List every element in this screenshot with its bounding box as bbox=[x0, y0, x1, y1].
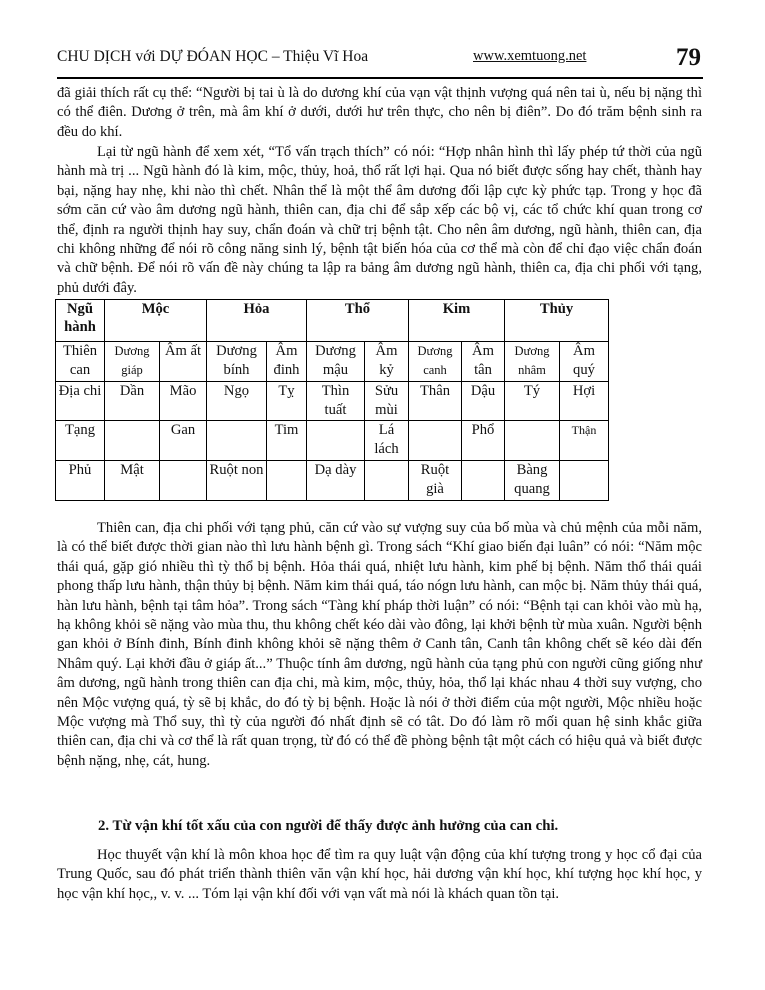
table-cell: Ruột già bbox=[409, 461, 462, 501]
paragraph-1: đã giải thích rất cụ thể: “Người bị tai ù là do dương khí của vạn vật thịnh vượng quá nên tai ù, nếu bị nặng thì có thể điên. Dương ở trên, mà âm khí ở dưới, dưới hư trên thực, cho nên bị điên”. Do đó trăm bệnh sinh ra đều do khí. bbox=[57, 85, 702, 140]
table-cell: Dạ dày bbox=[307, 461, 365, 501]
table-cell: Dậu bbox=[462, 382, 505, 421]
table-cell: Thìn tuất bbox=[307, 382, 365, 421]
element-header-kim: Kim bbox=[409, 300, 505, 342]
paragraph-3: Thiên can, địa chi phối với tạng phủ, căn cứ vào sự vượng suy của bố mùa và chủ mệnh của mỗi năm, là có thể biết được thời gian nào thì lưu hành bệnh gì. Trong sách “Khí giao biến đại luân” có nói: “Năm mộc thái quá, gặp gió nhiều thì tỳ thổ bị bệnh. Hỏa thái quá, nhiệt lưu hành, kim phế bị bệnh. Năm thổ thái quái phong thấp lưu hành, thận thủy bị bệnh. Năm kim thái quá, táo nógn lưu hành, can mộc bị. Năm thủy thái quá, hàn lưu hành, bệnh tại tâm hỏa”. Trong sách “Tàng khí pháp thời luận” có nói: “Bệnh tại can khỏi vào mù hạ, hạ không khỏi sẽ nặng vào mùa thu, thu không chết kéo dài vào đông, lại khởi bệnh từ mùa xuân. Người bệnh gan khỏi ở Bính đinh, Bính đinh không khỏi sẽ nặng thêm ở Canh tân, Canh tân không chết sẽ kéo dài đến Nhâm quý. Lại khởi đầu ở giáp ất...” Thuộc tính âm dương, ngũ hành của tạng phủ con người cũng giống như âm dương, ngũ hành trong thiên can địa chi, mà kim, mộc, thủy, hỏa, thổ lại khác nhau 4 thời suy vượng, cho nên Mộc vượng quá, tỳ sẽ bị khắc, do đó tỳ bị bệnh. Hoặc là nói ở thời điểm của một người, Mộc nhiều hoặc Mộc vượng mà Thổ suy, thì tỳ của người đó nhất định sẽ có tât. Do đó làm rõ mối quan hệ sinh khắc giữa thiên can, địa chi và cơ thể là rất quan trọng, từ đó có thể đề phòng bệnh tật một cách có hiệu quả và biết được bệnh nặng, nhẹ, cát, hung. bbox=[57, 520, 702, 769]
table-cell: Mật bbox=[105, 461, 160, 501]
table-cell bbox=[505, 421, 560, 461]
website-link[interactable]: www.xemtuong.net bbox=[473, 48, 587, 64]
table-cell: Tim bbox=[267, 421, 307, 461]
table-cell: Âm ất bbox=[160, 342, 207, 382]
table-cell bbox=[105, 421, 160, 461]
element-header-moc: Mộc bbox=[105, 300, 207, 342]
row-label: Tạng bbox=[56, 421, 105, 461]
table-cell: Hợi bbox=[560, 382, 609, 421]
header-rule bbox=[57, 77, 703, 79]
table-cell bbox=[267, 461, 307, 501]
table-cell bbox=[160, 461, 207, 501]
table-header-row bbox=[56, 300, 609, 342]
page-header bbox=[57, 44, 703, 76]
table-cell: Tý bbox=[505, 382, 560, 421]
table-cell: Âm quý bbox=[560, 342, 609, 382]
table-row bbox=[56, 421, 609, 461]
table-cell: Ruột non bbox=[207, 461, 267, 501]
table-corner-cell: Ngũ hành bbox=[56, 300, 105, 342]
table-cell: Ngọ bbox=[207, 382, 267, 421]
table-cell: Dương bính bbox=[207, 342, 267, 382]
element-header-hoa: Hỏa bbox=[207, 300, 307, 342]
book-title: CHU DỊCH với DỰ ĐÓAN HỌC – Thiệu Vĩ Hoa bbox=[57, 48, 369, 65]
paragraph-4: Học thuyết vận khí là môn khoa học để tìm ra quy luật vận động của khí tượng trong y học cổ đại của Trung Quốc, sau đó phát triển thành thiên văn vận khí học, hải dương vận khí học, khí tượng học khí học, y học vận khí học,, v. v. ... Tóm lại vận khí đối với vạn vất mà nói là khách quan tồn tại. bbox=[57, 847, 702, 902]
table-cell: Dương canh bbox=[409, 342, 462, 382]
table-cell: Gan bbox=[160, 421, 207, 461]
paragraph-2: Lại từ ngũ hành để xem xét, “Tổ vấn trạch thích” có nói: “Hợp nhân hình thì lấy phép tứ thời của ngũ hành mà trị ... Ngũ hành đó là kim, mộc, thủy, hoả, thổ rất lợi hại. Qua nó biết được sống hay chết, thành hay bại, nặng hay nhẹ, khi nào thì chết. Nhân thể là một thể âm dương đối lập cực kỳ phức tạp. Trong y học đã sớm căn cứ vào âm dương ngũ hành, thiên can, địa chi để sắp xếp các bộ vị, các tổ chức khí quan trong cơ thể, định ra người thịnh hay suy, chẩn đoán và chữ trị bệnh tật. Cho nên âm dương, ngũ hành, thiên can, địa chi không những để nói rõ công năng sinh lý, bệnh tật biến hóa của cơ thể mà còn để chỉ đạo việc chẩn đoán và chữ bệnh. Để nói rõ vấn đề này chúng ta lập ra bảng âm dương ngũ hành, thiên ca, địa chi phối với tạng, phủ dưới đây. bbox=[57, 144, 702, 296]
table-cell: Âm tân bbox=[462, 342, 505, 382]
section-heading: 2. Từ vận khí tốt xấu của con người để thấy được ảnh hưởng của can chi. bbox=[98, 818, 559, 834]
table-cell: Dương giáp bbox=[105, 342, 160, 382]
table-cell: Bàng quang bbox=[505, 461, 560, 501]
table-row bbox=[56, 382, 609, 421]
table-cell bbox=[365, 461, 409, 501]
table-cell bbox=[207, 421, 267, 461]
table-cell: Dương mậu bbox=[307, 342, 365, 382]
table-cell: Tỵ bbox=[267, 382, 307, 421]
table-row bbox=[56, 461, 609, 501]
table-cell: Dương nhâm bbox=[505, 342, 560, 382]
table-cell bbox=[307, 421, 365, 461]
table-cell: Thân bbox=[409, 382, 462, 421]
element-header-tho: Thổ bbox=[307, 300, 409, 342]
table-row bbox=[56, 342, 609, 382]
table-cell: Âm đinh bbox=[267, 342, 307, 382]
row-label: Địa chi bbox=[56, 382, 105, 421]
table-cell bbox=[409, 421, 462, 461]
table-cell: Dần bbox=[105, 382, 160, 421]
row-label: Phủ bbox=[56, 461, 105, 501]
table-cell: Mão bbox=[160, 382, 207, 421]
page-number: 79 bbox=[676, 44, 701, 71]
table-cell bbox=[560, 461, 609, 501]
table-cell: Lá lách bbox=[365, 421, 409, 461]
table-cell: Thận bbox=[560, 421, 609, 461]
table-cell bbox=[462, 461, 505, 501]
table-cell: Sửu mùi bbox=[365, 382, 409, 421]
ngu-hanh-table bbox=[55, 299, 609, 501]
row-label: Thiên can bbox=[56, 342, 105, 382]
element-header-thuy: Thủy bbox=[505, 300, 609, 342]
table-cell: Âm kỷ bbox=[365, 342, 409, 382]
table-cell: Phổ bbox=[462, 421, 505, 461]
